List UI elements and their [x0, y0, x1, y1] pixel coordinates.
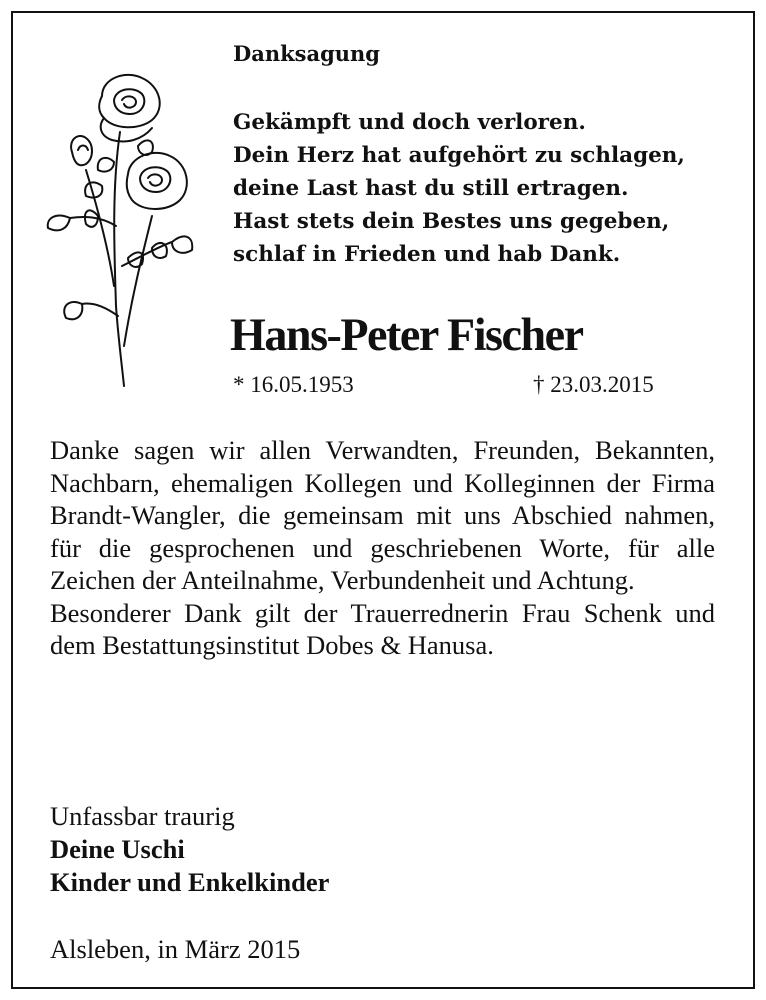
notice-heading: Danksagung	[233, 41, 380, 66]
deceased-name: Hans-Peter Fischer	[230, 309, 583, 361]
poem	[233, 106, 685, 271]
thanks-paragraph: Besonderer Dank gilt der Trauerrednerin Frau Schenk und dem Bestattungsinstitut Dobes & Hanusa.	[50, 597, 715, 660]
poem-line: Dein Herz hat aufgehört zu schlagen,	[233, 143, 685, 168]
poem-line: Gekämpft und doch verloren.	[233, 110, 586, 135]
signature-line: Deine Uschi	[50, 834, 185, 864]
closing-block	[50, 800, 329, 899]
death-date: † 23.03.2015	[533, 372, 654, 397]
poem-line: schlaf in Frieden und hab Dank.	[233, 242, 621, 267]
thanks-text	[50, 434, 715, 662]
birth-date: * 16.05.1953	[233, 372, 354, 397]
closing-line: Unfassbar traurig	[50, 801, 235, 831]
poem-line: Hast stets dein Bestes uns gegeben,	[233, 209, 670, 234]
rose-icon	[42, 66, 202, 392]
thanks-paragraph: Danke sagen wir allen Verwandten, Freunden, Bekannten, Nachbarn, ehemaligen Kollegen und Kolleginnen der Firma Brandt-Wangler, die gemeinsam mit uns Abschied nahmen, für die gesprochenen und geschriebenen Worte, für alle Zeichen der Anteilnahme, Verbundenheit und Achtung.	[50, 435, 715, 595]
poem-line: deine Last hast du still ertragen.	[233, 176, 629, 201]
place-date: Alsleben, in März 2015	[50, 934, 301, 964]
signature-line: Kinder und Enkelkinder	[50, 867, 330, 897]
